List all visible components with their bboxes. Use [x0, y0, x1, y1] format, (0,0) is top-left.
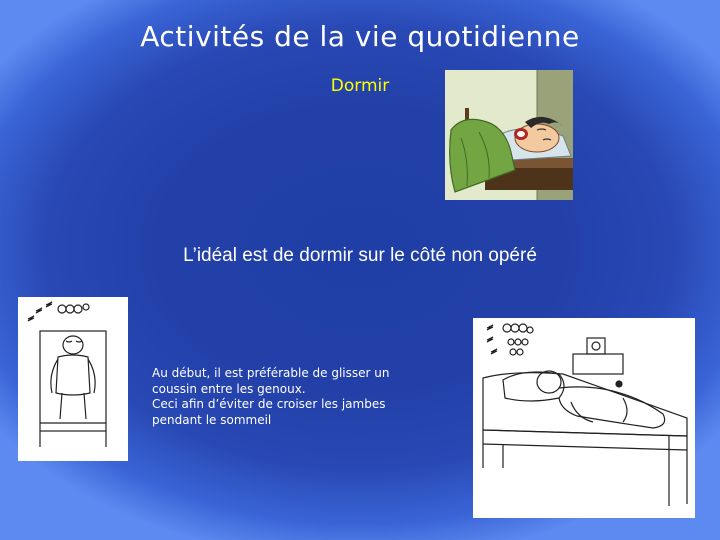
main-statement: L’idéal est de dormir sur le côté non opéré [183, 245, 537, 266]
sleeping-man-illustration [445, 70, 573, 200]
advice-note-line: pendant le sommeil [152, 412, 272, 427]
advice-note-line: Ceci afin d’éviter de croiser les jambes [152, 397, 386, 411]
side-sleeper-sketch [473, 318, 695, 518]
advice-note-line: Au début, il est préférable de glisser un [152, 366, 390, 380]
advice-note [152, 366, 442, 428]
slide-title: Activités de la vie quotidienne [140, 20, 580, 53]
advice-note-line: coussin entre les genoux. [152, 381, 306, 396]
slide-subtitle: Dormir [330, 76, 390, 96]
back-sleeper-sketch [18, 297, 128, 461]
